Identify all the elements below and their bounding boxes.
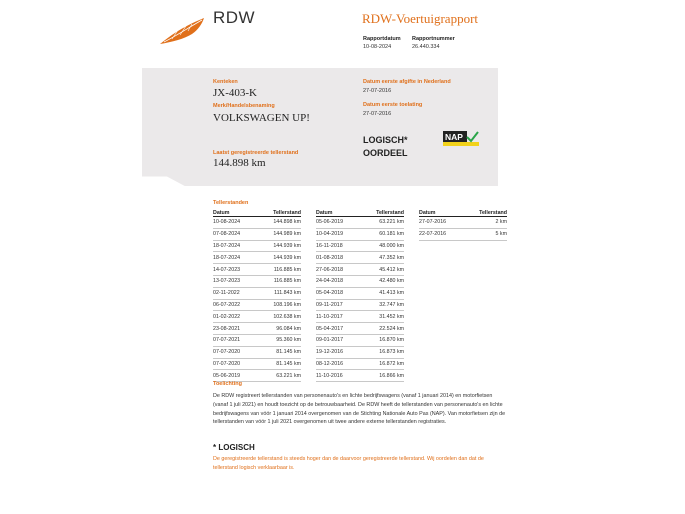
table-row xyxy=(213,252,301,264)
readings-title: Tellerstanden xyxy=(213,200,249,206)
reading-date: 05-04-2018 xyxy=(316,287,370,299)
verdict-line-2: OORDEEL xyxy=(363,148,408,158)
table-row xyxy=(213,358,301,370)
reading-value: 63.221 km xyxy=(370,217,404,229)
reading-value: 144.939 km xyxy=(267,240,301,252)
table-row xyxy=(316,252,404,264)
reading-value: 60.181 km xyxy=(370,228,404,240)
odometer-label: Laatst geregistreerde tellerstand xyxy=(213,150,299,156)
reading-date: 02-11-2022 xyxy=(213,287,267,299)
reading-value: 144.989 km xyxy=(267,228,301,240)
reading-date: 07-07-2020 xyxy=(213,346,267,358)
first-admission-date: 27-07-2016 xyxy=(363,111,392,117)
plate-number: JX-403-K xyxy=(213,87,257,99)
logisch-explanation: De geregistreerde tellerstand is steeds hoger dan de daarvoor geregistreerde tellerstand. Wij oordelen dan dat de tellerstand logisch verklaarbaar is. xyxy=(213,456,484,471)
reading-date: 06-07-2022 xyxy=(213,299,267,311)
col-header-value: Tellerstand xyxy=(370,209,404,217)
reading-value: 116.885 km xyxy=(267,275,301,287)
table-row xyxy=(316,228,404,240)
table-row xyxy=(213,299,301,311)
table-row xyxy=(213,334,301,346)
make-label: Merk/Handelsbenaming xyxy=(213,103,275,109)
readings-table-1 xyxy=(213,209,301,382)
reading-value: 81.145 km xyxy=(267,358,301,370)
first-admission-label: Datum eerste toelating xyxy=(363,102,423,108)
reading-value: 31.452 km xyxy=(370,311,404,323)
reading-value: 47.352 km xyxy=(370,252,404,264)
reading-value: 144.898 km xyxy=(267,217,301,229)
reading-value: 41.413 km xyxy=(370,287,404,299)
reading-value: 42.480 km xyxy=(370,275,404,287)
reading-value: 16.870 km xyxy=(370,334,404,346)
table-row xyxy=(316,311,404,323)
reading-value: 16.872 km xyxy=(370,358,404,370)
reading-value: 108.196 km xyxy=(267,299,301,311)
table-header-row xyxy=(213,209,301,217)
reading-date: 05-04-2017 xyxy=(316,323,370,335)
explanation-title: Toelichting xyxy=(213,381,242,387)
verdict xyxy=(363,134,408,160)
reading-date: 05-06-2019 xyxy=(213,370,267,382)
col-header-value: Tellerstand xyxy=(267,209,301,217)
reading-value: 102.638 km xyxy=(267,311,301,323)
col-header-date: Datum xyxy=(419,209,473,217)
first-registration-nl-date: 27-07-2016 xyxy=(363,88,392,94)
table-row xyxy=(213,370,301,382)
reading-value: 81.145 km xyxy=(267,346,301,358)
reading-value: 22.524 km xyxy=(370,323,404,335)
reading-date: 22-07-2016 xyxy=(419,228,473,240)
reading-date: 07-07-2020 xyxy=(213,358,267,370)
reading-date: 07-08-2024 xyxy=(213,228,267,240)
reading-value: 116.885 km xyxy=(267,264,301,276)
reading-date: 16-11-2018 xyxy=(316,240,370,252)
first-registration-nl-label: Datum eerste afgifte in Nederland xyxy=(363,79,451,85)
report-number-label: Rapportnummer xyxy=(412,36,455,42)
reading-value: 16.873 km xyxy=(370,346,404,358)
reading-date: 27-07-2016 xyxy=(419,217,473,229)
reading-date: 01-02-2022 xyxy=(213,311,267,323)
col-header-date: Datum xyxy=(316,209,370,217)
table-row xyxy=(316,217,404,229)
reading-date: 24-04-2018 xyxy=(316,275,370,287)
logisch-heading: * LOGISCH xyxy=(213,443,255,452)
table-row xyxy=(213,323,301,335)
reading-value: 63.221 km xyxy=(267,370,301,382)
readings-table-3 xyxy=(419,209,507,241)
reading-value: 32.747 km xyxy=(370,299,404,311)
make-value: VOLKSWAGEN UP! xyxy=(213,112,310,124)
nap-check-badge-icon xyxy=(443,131,479,146)
table-row xyxy=(316,287,404,299)
table-row xyxy=(419,228,507,240)
reading-date: 07-07-2021 xyxy=(213,334,267,346)
reading-date: 23-08-2021 xyxy=(213,323,267,335)
table-row xyxy=(316,275,404,287)
odometer-value: 144.898 km xyxy=(213,157,266,169)
reading-date: 27-06-2018 xyxy=(316,264,370,276)
reading-value: 5 km xyxy=(473,228,507,240)
table-row xyxy=(316,334,404,346)
reading-date: 13-07-2023 xyxy=(213,275,267,287)
reading-date: 11-10-2017 xyxy=(316,311,370,323)
table-row xyxy=(316,358,404,370)
table-header-row xyxy=(419,209,507,217)
reading-value: 95.360 km xyxy=(267,334,301,346)
explanation-text: De RDW registreert tellerstanden van personenauto's en lichte bedrijfswagens (vanaf 1 januari 2014) en motorfietsen (vanaf 1 juli 2021) en houdt toezicht op de betrouwbaarheid. De RDW heeft de tellerstanden van personenauto's en lichte bedrijfswagens van vóór 1 januari 2014 overgenomen van de Stichting Nationale Auto Pas (NAP). Van motorfietsen zijn de tellerstanden van vóór 1 juli 2021 overgenomen uit twee andere externe tellerstanden registraties. xyxy=(213,393,506,426)
col-header-date: Datum xyxy=(213,209,267,217)
vehicle-summary-panel xyxy=(142,68,498,186)
table-row xyxy=(213,287,301,299)
reading-value: 45.412 km xyxy=(370,264,404,276)
table-row xyxy=(213,346,301,358)
readings-table-2 xyxy=(316,209,404,382)
report-number: 26.440.334 xyxy=(412,44,440,50)
table-row xyxy=(316,299,404,311)
table-row xyxy=(213,228,301,240)
table-row xyxy=(213,311,301,323)
reading-value: 16.866 km xyxy=(370,370,404,382)
report-date-label: Rapportdatum xyxy=(363,36,401,42)
reading-date: 09-11-2017 xyxy=(316,299,370,311)
table-header-row xyxy=(316,209,404,217)
verdict-line-1: LOGISCH* xyxy=(363,135,408,145)
reading-value: 48.000 km xyxy=(370,240,404,252)
table-row xyxy=(213,264,301,276)
table-row xyxy=(316,346,404,358)
reading-value: 111.843 km xyxy=(267,287,301,299)
reading-value: 144.939 km xyxy=(267,252,301,264)
table-row xyxy=(213,217,301,229)
reading-date: 08-12-2016 xyxy=(316,358,370,370)
reading-date: 09-01-2017 xyxy=(316,334,370,346)
report-title: RDW-Voertuigrapport xyxy=(362,11,479,26)
reading-date: 05-06-2019 xyxy=(316,217,370,229)
table-row xyxy=(316,240,404,252)
reading-date: 19-12-2016 xyxy=(316,346,370,358)
reading-date: 01-08-2018 xyxy=(316,252,370,264)
plate-label: Kenteken xyxy=(213,79,238,85)
table-row xyxy=(316,264,404,276)
reading-date: 10-08-2024 xyxy=(213,217,267,229)
col-header-value: Tellerstand xyxy=(473,209,507,217)
table-row xyxy=(213,275,301,287)
reading-date: 14-07-2023 xyxy=(213,264,267,276)
table-row xyxy=(316,370,404,382)
report-date: 10-08-2024 xyxy=(363,44,392,50)
reading-date: 18-07-2024 xyxy=(213,240,267,252)
reading-date: 11-10-2016 xyxy=(316,370,370,382)
table-row xyxy=(213,240,301,252)
reading-value: 96.084 km xyxy=(267,323,301,335)
reading-date: 18-07-2024 xyxy=(213,252,267,264)
brand-name: RDW xyxy=(213,8,256,27)
table-row xyxy=(316,323,404,335)
nap-text: NAP xyxy=(445,132,463,142)
reading-date: 10-04-2019 xyxy=(316,228,370,240)
table-row xyxy=(419,217,507,229)
reading-value: 2 km xyxy=(473,217,507,229)
rdw-feather-logo-icon xyxy=(158,16,208,46)
